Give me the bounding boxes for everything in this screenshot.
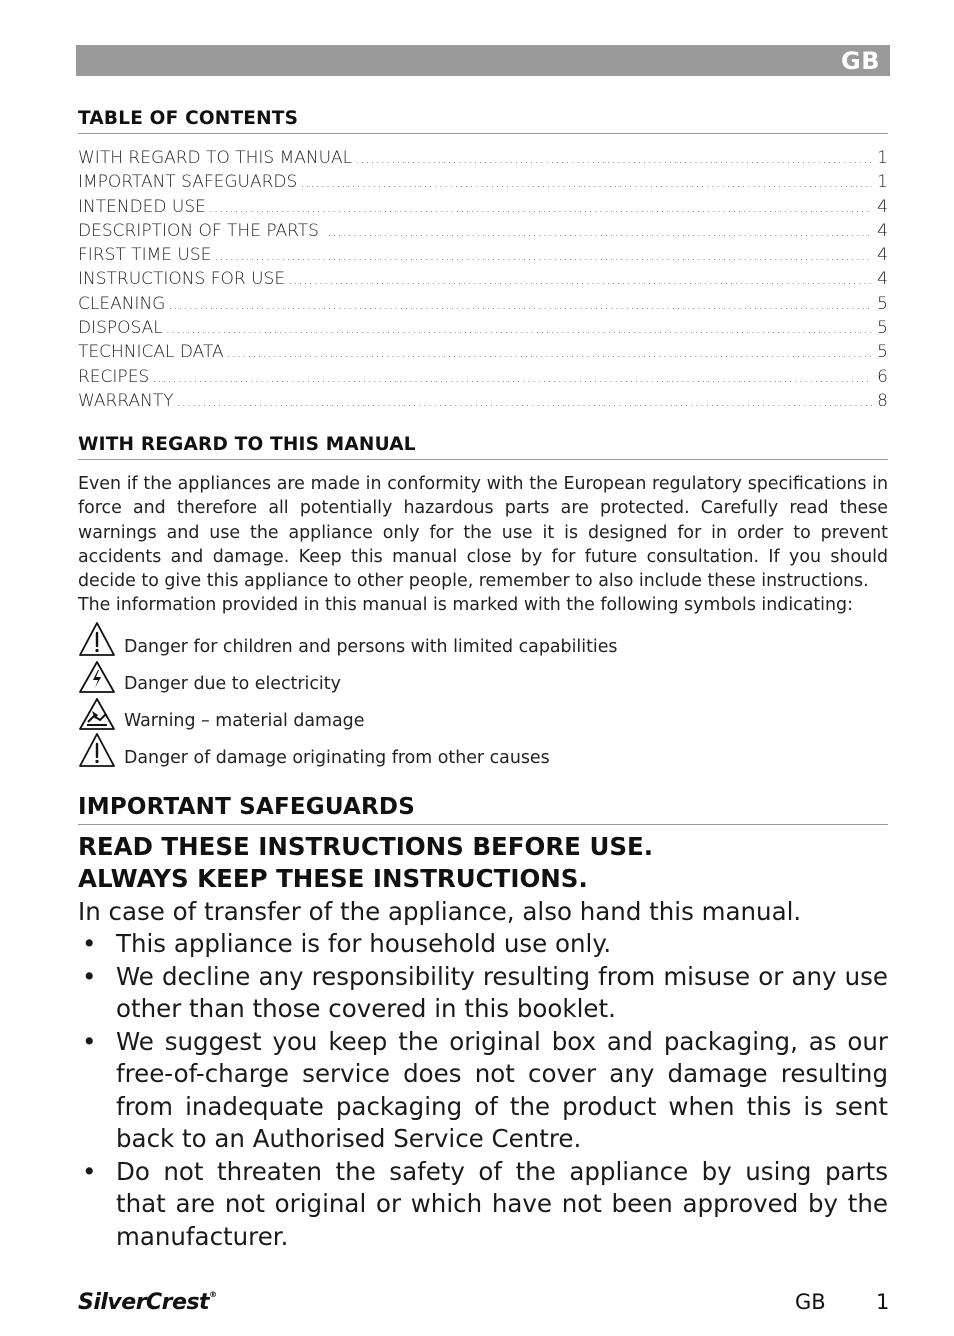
toc-leader-dots [165, 294, 872, 316]
toc-entry-title: CLEANING [78, 293, 166, 314]
warning-material-damage-icon [78, 697, 116, 731]
page-number: 1 [876, 1290, 890, 1314]
toc-entry-title: DISPOSAL [78, 318, 163, 339]
toc-entry-page: 8 [877, 390, 888, 411]
toc-entry-page: 4 [877, 196, 888, 217]
list-item-text: This appliance is for household use only. [116, 929, 612, 958]
toc-entry [78, 292, 888, 316]
symbol-legend-item [78, 731, 888, 768]
symbol-legend-item [78, 694, 888, 731]
toc-entry-page: 6 [877, 366, 888, 387]
list-item-text: We suggest you keep the original box and packaging, as our free-of-charge service does not cover any damage resulting from inadequate packaging of the product when this is sent back to an Authorised Service Centre. [116, 1026, 888, 1153]
toc-leader-dots [224, 342, 872, 364]
toc-leader-dots [163, 318, 872, 340]
list-item [78, 1156, 888, 1254]
toc-entry-page: 5 [877, 342, 888, 363]
toc-entry-page: 5 [877, 293, 888, 314]
toc-entry [78, 146, 888, 170]
symbol-legend-text: Warning – material damage [124, 711, 365, 731]
toc-entry [78, 170, 888, 194]
toc-leader-dots [206, 197, 872, 219]
bullet-icon: • [82, 1026, 97, 1056]
brand-logo [78, 1290, 217, 1315]
toc-leader-dots [149, 367, 872, 389]
toc-entry-page: 4 [877, 245, 888, 266]
toc-entry [78, 243, 888, 267]
brand-name: SilverCrest [78, 1290, 210, 1315]
toc-entry-page: 1 [877, 172, 888, 193]
toc-entry-page: 1 [877, 148, 888, 168]
footer-language-code: GB [795, 1290, 826, 1314]
toc-entry [78, 316, 888, 340]
toc-entry-title: RECIPES [78, 366, 150, 387]
symbol-legend-text: Danger of damage originating from other causes [124, 748, 550, 768]
warning-exclamation-icon [78, 732, 116, 768]
toc-leader-dots [324, 221, 872, 243]
toc-leader-dots [285, 269, 872, 291]
bullet-icon: • [82, 929, 97, 958]
header-bar [76, 45, 890, 76]
symbol-legend [78, 620, 888, 768]
toc-entry-title: WITH REGARD TO THIS MANUAL [78, 148, 353, 168]
symbol-legend-text: Danger for children and persons with limited capabilities [124, 637, 618, 657]
toc-entry [78, 267, 888, 291]
table-of-contents [78, 146, 888, 413]
safeguards-intro: In case of transfer of the appliance, also hand this manual. [78, 897, 802, 926]
manual-paragraph: The information provided in this manual is marked with the following symbols indicating: [78, 595, 853, 616]
safeguards-subheading: READ THESE INSTRUCTIONS BEFORE USE. [78, 832, 654, 861]
symbol-legend-text: Danger due to electricity [124, 674, 341, 694]
manual-section-heading: WITH REGARD TO THIS MANUAL [78, 434, 888, 460]
toc-entry-title: INSTRUCTIONS FOR USE [78, 269, 286, 290]
list-item [78, 928, 888, 961]
list-item-text: Do not threaten the safety of the appliance by using parts that are not original or which have not been approved by the manufacturer. [116, 1156, 888, 1251]
toc-entry-title: FIRST TIME USE [78, 245, 212, 266]
toc-leader-dots [174, 391, 872, 413]
symbol-legend-item [78, 620, 888, 657]
manual-section-body [78, 472, 888, 618]
toc-entry-title: WARRANTY [78, 390, 174, 411]
toc-entry [78, 340, 888, 364]
manual-paragraph: Even if the appliances are made in conformity with the European regulatory specifications in force and therefore all potentially hazardous parts are protected. Carefully read these warnings and use the appliance only for the use it is designed for in order to prevent accidents and damage. Keep this manual close by for future consultation. If you should decide to give this appliance to other people, remember to also include these instructions. [78, 474, 888, 592]
toc-entry-title: INTENDED USE [78, 196, 206, 217]
toc-entry-title: IMPORTANT SAFEGUARDS [78, 172, 298, 193]
list-item-text: We decline any responsibility resulting from misuse or any use other than those covered in this booklet. [116, 961, 888, 1023]
toc-entry-page: 5 [877, 318, 888, 339]
toc-leader-dots [352, 148, 872, 170]
list-item [78, 1026, 888, 1156]
toc-heading: TABLE OF CONTENTS [78, 108, 888, 134]
toc-leader-dots [211, 245, 872, 267]
list-item [78, 961, 888, 1026]
header-language-code: GB [841, 47, 880, 75]
safeguards-subheading: ALWAYS KEEP THESE INSTRUCTIONS. [78, 864, 588, 893]
bullet-icon: • [82, 1156, 97, 1186]
bullet-icon: • [82, 961, 97, 991]
symbol-legend-item [78, 657, 888, 694]
toc-entry [78, 389, 888, 413]
toc-entry [78, 365, 888, 389]
warning-exclamation-icon [78, 621, 116, 657]
toc-entry-page: 4 [877, 220, 888, 241]
warning-electricity-icon [78, 660, 116, 694]
toc-entry [78, 219, 888, 243]
toc-entry-title: TECHNICAL DATA [78, 342, 224, 363]
toc-leader-dots [297, 172, 872, 194]
toc-entry-page: 4 [877, 269, 888, 290]
safeguards-list [78, 928, 888, 1253]
trademark-symbol: ® [209, 1290, 217, 1299]
toc-entry [78, 195, 888, 219]
safeguards-heading: IMPORTANT SAFEGUARDS [78, 794, 888, 825]
toc-entry-title: DESCRIPTION OF THE PARTS [78, 220, 325, 241]
